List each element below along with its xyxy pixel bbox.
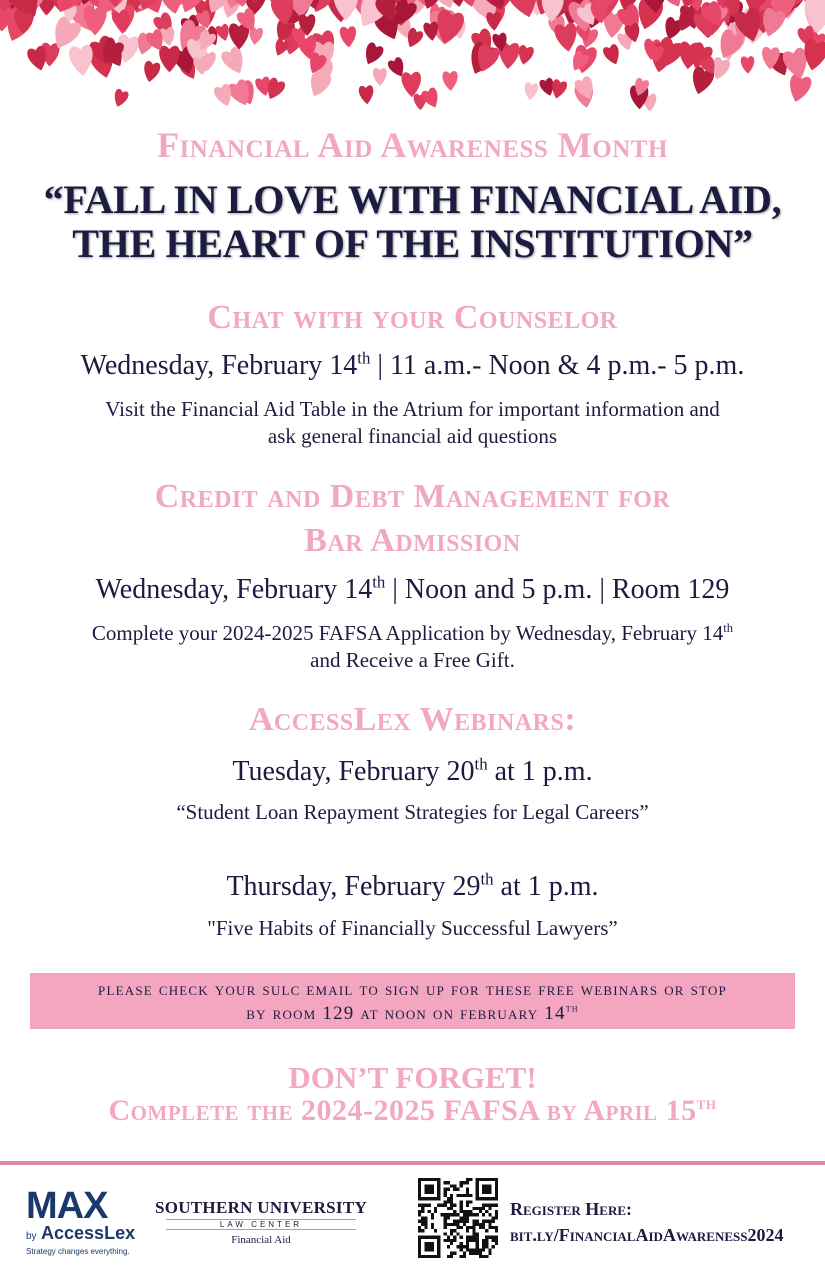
max-accesslex-logo: MAX by AccessLex Strategy changes everything.: [26, 1185, 136, 1256]
heart-shape: [84, 6, 107, 36]
register-info: [510, 1196, 820, 1248]
heart-shape: [741, 56, 755, 74]
heart-shape: [602, 43, 623, 67]
heart-shape: [486, 12, 502, 32]
register-label: Register Here:: [510, 1199, 633, 1219]
quote-line-1: “FALL IN LOVE WITH FINANCIAL AID,: [43, 177, 782, 222]
credit-section-title: Credit and Debt Management for Bar Admission: [154, 478, 671, 559]
heart-shape: [360, 41, 385, 68]
heart-shape: [423, 21, 440, 42]
heart-shape: [219, 45, 249, 78]
banner-line-2: by room 129 at noon on february 14th: [246, 1002, 579, 1024]
reminder-title: DON’T FORGET!: [288, 1060, 537, 1095]
heart-shape: [358, 85, 374, 105]
heart-shape: [373, 68, 387, 86]
quote-line-2: THE HEART OF THE INSTITUTION”: [72, 221, 753, 266]
webinar-2-topic: "Five Habits of Financially Successful Lawyers”: [207, 916, 618, 940]
month-title: Financial Aid Awareness Month: [157, 125, 668, 165]
qr-code[interactable]: [418, 1178, 498, 1258]
heart-shape: [523, 82, 539, 101]
webinar-2-date: Thursday, February 29th at 1 p.m.: [226, 869, 599, 902]
webinars-section-title: AccessLex Webinars:: [248, 701, 577, 738]
southern-university-logo: SOUTHERN UNIVERSITY LAW CENTER Financial Aid: [154, 1198, 368, 1246]
webinar-1-date: Tuesday, February 20th at 1 p.m.: [232, 754, 593, 787]
event-theme-quote: [0, 178, 825, 266]
heart-shape: [141, 60, 161, 83]
heart-shape: [401, 72, 422, 98]
webinar-1-topic: “Student Loan Repayment Strategies for Legal Careers”: [176, 800, 649, 824]
heart-shape: [442, 71, 458, 91]
counselor-description: Visit the Financial Aid Table in the Atrium for important information and ask general financial aid questions: [105, 397, 720, 448]
hearts-decoration: [0, 0, 825, 125]
heart-shape: [554, 22, 580, 53]
credit-date-line: Wednesday, February 14th | Noon and 5 p.m. | Room 129: [95, 572, 730, 605]
heart-shape: [159, 46, 180, 73]
credit-description: Complete your 2024-2025 FAFSA Application by Wednesday, February 14th and Receive a Free Gift.: [91, 621, 734, 672]
heart-shape: [68, 45, 94, 78]
heart-shape: [111, 88, 130, 109]
counselor-date-line: Wednesday, February 14th | 11 a.m.- Noon & 4 p.m.- 5 p.m.: [80, 348, 745, 381]
signup-banner: [30, 973, 795, 1029]
register-link[interactable]: bit.ly/FinancialAidAwareness2024: [510, 1225, 784, 1245]
heart-shape: [420, 86, 442, 110]
banner-line-1: please check your sulc email to sign up for these free webinars or stop: [98, 979, 727, 1000]
counselor-section-title: Chat with your Counselor: [207, 299, 618, 336]
footer-divider: [0, 1161, 825, 1165]
heart-shape: [340, 26, 357, 48]
reminder-fafsa-deadline: Complete the 2024-2025 FAFSA by April 15th: [108, 1093, 717, 1127]
